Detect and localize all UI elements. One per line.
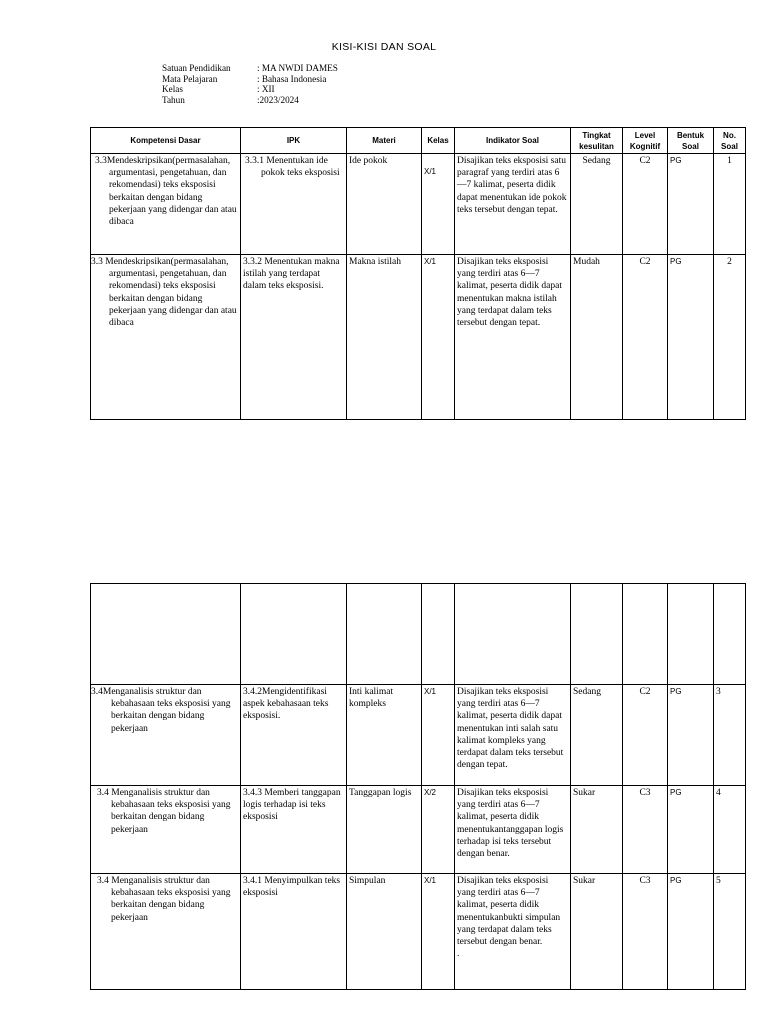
header-bentuk: Bentuk Soal [668, 128, 714, 154]
cell-kd: 3.3 Mendeskripsikan(permasalahan, argumentasi, pengetahuan, dan rekomendasi) teks eksposisi berkaitan dengan bidang pekerjaan yang didengar dan atau dibaca [91, 255, 241, 420]
empty-row [91, 584, 746, 685]
document-meta [162, 63, 338, 105]
cell-tingkat: Sedang [571, 154, 623, 255]
cell-kelas: X/1 [422, 154, 455, 255]
cell-materi: Ide pokok [347, 154, 422, 255]
cell-kelas: X/1 [422, 685, 455, 786]
header-tingkat: Tingkat kesulitan [571, 128, 623, 154]
cell-bentuk: PG [668, 255, 714, 420]
meta-row-mapel [162, 74, 338, 85]
meta-row-satuan [162, 63, 338, 74]
cell-materi: Inti kalimat kompleks [347, 685, 422, 786]
cell-level: C2 [623, 255, 668, 420]
cell-tingkat: Mudah [571, 255, 623, 420]
meta-row-kelas [162, 84, 338, 95]
indikator-text: Disajikan teks eksposisi yang terdiri atas 6—7 kalimat, peserta didik menentukanbukti simpulan yang terdapat dalam teks tersebut dengan benar. [457, 876, 561, 948]
table-row [91, 874, 746, 990]
cell-bentuk: PG [668, 786, 714, 874]
indikator-extra: . [457, 949, 460, 960]
cell-kd: 3.4 Menganalisis struktur dan kebahasaan teks eksposisi yang berkaitan dengan bidang pekerjaan [91, 874, 241, 990]
header-indikator: Indikator Soal [455, 128, 571, 154]
cell-indikator: Disajikan teks eksposisi satu paragraf yang terdiri atas 6—7 kalimat, peserta didik dapat menentukan ide pokok teks tersebut dengan tepat. [455, 154, 571, 255]
table-row [91, 154, 746, 255]
cell-tingkat: Sukar [571, 786, 623, 874]
cell-tingkat: Sukar [571, 874, 623, 990]
meta-value: :2023/2024 [257, 94, 299, 105]
meta-value: : XII [257, 84, 275, 95]
meta-label: Mata Pelajaran [162, 73, 218, 84]
meta-label: Satuan Pendidikan [162, 63, 231, 73]
cell-no: 1 [714, 154, 746, 255]
cell-bentuk: PG [668, 685, 714, 786]
table-row [91, 685, 746, 786]
cell-tingkat: Sedang [571, 685, 623, 786]
cell-bentuk: PG [668, 874, 714, 990]
table-header-row [91, 128, 746, 154]
cell-materi: Tanggapan logis [347, 786, 422, 874]
cell-kd: 3.4 Menganalisis struktur dan kebahasaan teks eksposisi yang berkaitan dengan bidang pekerjaan [91, 786, 241, 874]
header-level: Level Kognitif [623, 128, 668, 154]
cell-level: C3 [623, 786, 668, 874]
page-title: KISI-KISI DAN SOAL [331, 41, 437, 53]
cell-level: C2 [623, 154, 668, 255]
cell-level: C2 [623, 685, 668, 786]
cell-kelas: X/1 [422, 874, 455, 990]
cell-no: 3 [714, 685, 746, 786]
cell-kelas: X/1 [422, 255, 455, 420]
cell-materi: Makna istilah [347, 255, 422, 420]
meta-value: : MA NWDI DAMES [257, 63, 338, 73]
meta-label: Kelas [162, 84, 183, 95]
cell-no: 5 [714, 874, 746, 990]
cell-indikator: Disajikan teks eksposisi yang terdiri atas 6—7 kalimat, peserta didik dapat menentukan inti salah satu kalimat kompleks yang terdapat dalam teks tersebut dengan tepat. [455, 685, 571, 786]
cell-ipk: 3.4.2Mengidentifikasi aspek kebahasaan teks eksposisi. [241, 685, 347, 786]
cell-indikator: Disajikan teks eksposisi yang terdiri atas 6—7 kalimat, peserta didik dapat menentukan makna istilah yang terdapat dalam teks tersebut dengan tepat. [455, 255, 571, 420]
cell-indikator [455, 874, 571, 990]
cell-ipk: 3.3.1 Menentukan ide pokok teks eksposisi [241, 154, 347, 255]
cell-no: 4 [714, 786, 746, 874]
cell-kelas: X/2 [422, 786, 455, 874]
meta-value: : Bahasa Indonesia [257, 73, 327, 84]
cell-ipk: 3.3.2 Menentukan makna istilah yang terdapat dalam teks eksposisi. [241, 255, 347, 420]
header-materi: Materi [347, 128, 422, 154]
cell-materi: Simpulan [347, 874, 422, 990]
cell-indikator: Disajikan teks eksposisi yang terdiri atas 6—7 kalimat, peserta didik menentukantanggapan logis terhadap isi teks tersebut dengan benar. [455, 786, 571, 874]
header-kd: Kompetensi Dasar [91, 128, 241, 154]
cell-kd: 3.3Mendeskripsikan(permasalahan, argumentasi, pengetahuan, dan rekomendasi) teks eksposisi berkaitan dengan bidang pekerjaan yang didengar dan atau dibaca [91, 154, 241, 255]
cell-kd: 3.4Menganalisis struktur dan kebahasaan teks eksposisi yang berkaitan dengan bidang pekerjaan [91, 685, 241, 786]
header-kelas: Kelas [422, 128, 455, 154]
table-row [91, 255, 746, 420]
meta-label: Tahun [162, 94, 185, 105]
kisi-kisi-table-page-1 [90, 127, 746, 420]
header-no: No. Soal [714, 128, 746, 154]
meta-row-tahun [162, 95, 338, 106]
cell-bentuk: PG [668, 154, 714, 255]
header-ipk: IPK [241, 128, 347, 154]
table-row [91, 786, 746, 874]
cell-no: 2 [714, 255, 746, 420]
cell-ipk: 3.4.1 Menyimpulkan teks eksposisi [241, 874, 347, 990]
cell-ipk: 3.4.3 Memberi tanggapan logis terhadap isi teks eksposisi [241, 786, 347, 874]
kisi-kisi-table-page-2 [90, 583, 746, 990]
cell-level: C3 [623, 874, 668, 990]
